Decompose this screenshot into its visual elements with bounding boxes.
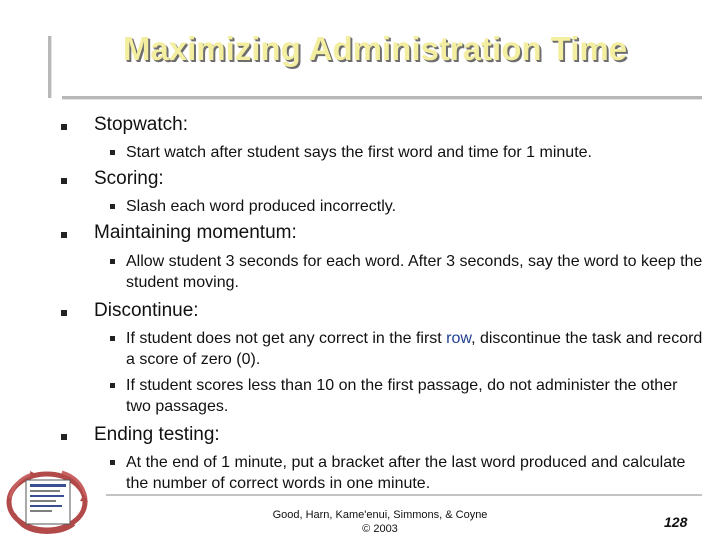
bullet-icon: [61, 310, 67, 316]
section-heading-ending: Ending testing:: [94, 424, 220, 445]
page-number: 128: [664, 514, 688, 530]
section-item-momentum: Allow student 3 seconds for each word. After 3 seconds, say the word to keep the student moving.: [126, 253, 703, 291]
frame-horizontal-line: [62, 96, 702, 99]
sub-bullet-icon: [110, 460, 115, 465]
section-heading-stopwatch: Stopwatch:: [94, 114, 188, 135]
footer-credit: [200, 508, 560, 536]
section-item-discontinue-passage: If student scores less than 10 on the first passage, do not administer the other two passages.: [126, 377, 678, 415]
section-heading-discontinue: Discontinue:: [94, 300, 199, 321]
footer-credit-authors: Good, Harn, Kame'enui, Simmons, & Coyne: [272, 509, 488, 521]
sub-bullet-icon: [110, 204, 115, 209]
sub-bullet-icon: [110, 383, 115, 388]
bullet-icon: [61, 124, 67, 130]
highlight-row-word: row: [446, 330, 472, 347]
item-text-after: , discontinue the task and record a score of zero (0).: [126, 330, 703, 368]
item-text-before: If student does not get any correct in the first: [126, 330, 447, 347]
sub-bullet-icon: [110, 336, 115, 341]
section-item-stopwatch: Start watch after student says the first word and time for 1 minute.: [126, 144, 592, 161]
bullet-icon: [61, 434, 67, 440]
section-item-discontinue-row: [126, 328, 706, 370]
footer-credit-year: © 2003: [362, 523, 398, 535]
section-item-scoring: Slash each word produced incorrectly.: [126, 198, 397, 215]
section-heading-momentum: Maintaining momentum:: [94, 222, 297, 243]
bullet-icon: [61, 232, 67, 238]
section-heading-scoring: Scoring:: [94, 168, 164, 189]
bullet-icon: [61, 178, 67, 184]
logo-icon: [2, 462, 92, 538]
sub-bullet-icon: [110, 259, 115, 264]
footer-divider: [106, 494, 702, 496]
slide-title: Maximizing Administration Time: [122, 30, 628, 67]
section-item-ending: At the end of 1 minute, put a bracket after the last word produced and calculate the number of correct words in one minute.: [126, 454, 686, 492]
sub-bullet-icon: [110, 150, 115, 155]
